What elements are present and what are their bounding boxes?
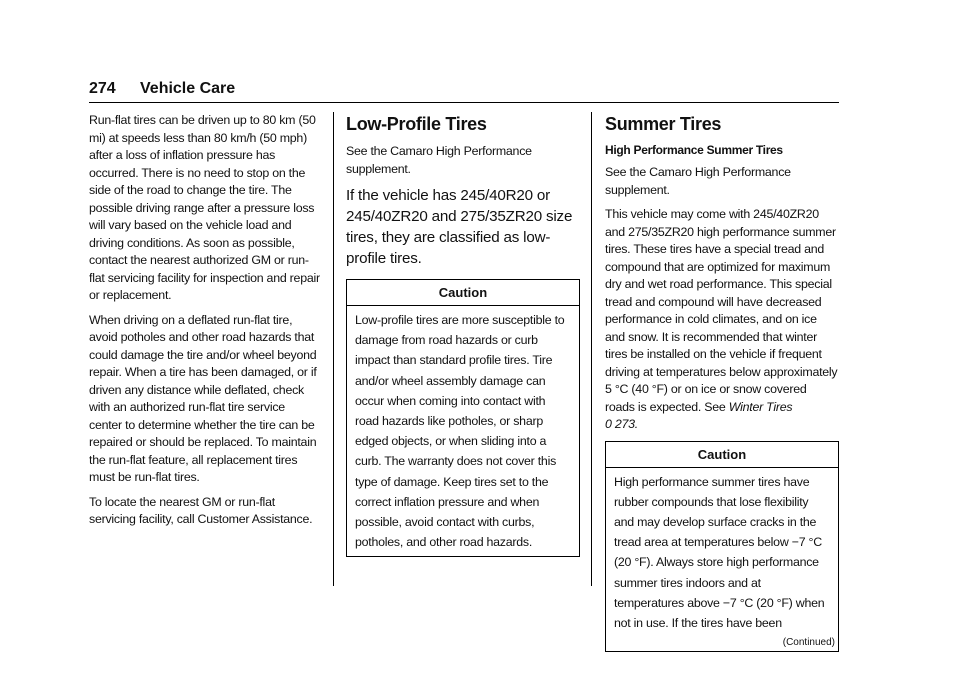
paragraph: To locate the nearest GM or run-flat servicing facility, call Customer Assistance. xyxy=(89,494,313,526)
body-text: This vehicle may come with 245/40ZR20 and 275/35ZR20 high performance summer tires. These tires have a special tread and compound that are optimized for maximum dry and wet road performance. This special tread and compound will have decreased performance in cold climates, and on ice and snow. It is recommended that winter tires be installed on the vehicle if frequent driving at temperatures below approximately 5 °C (40 °F) or on ice or snow covered roads is expected. See xyxy=(605,207,838,414)
caution-title: Caution xyxy=(606,442,838,468)
subheading: High Performance Summer Tires xyxy=(605,143,783,157)
paragraph xyxy=(605,206,839,434)
column-divider xyxy=(591,112,592,586)
section-title: Vehicle Care xyxy=(140,80,236,97)
caution-title: Caution xyxy=(347,280,579,306)
page-header xyxy=(89,80,839,104)
column-summer-tires xyxy=(605,112,839,652)
caution-text: High performance summer tires have rubber compounds that lose flexibility and may develop surface cracks in the tread area at temperatures below −7 °C (20 °F). Always store high performance summer tires indoors and at temperatures above −7 °C (20 °F) when not in use. If the tires have been xyxy=(614,474,825,630)
paragraph: See the Camaro High Performance supplement. xyxy=(605,165,791,197)
column-run-flat xyxy=(89,112,321,536)
section-heading: Summer Tires xyxy=(605,114,722,134)
reference-title[interactable]: Winter Tires xyxy=(728,399,793,414)
subheading: If the vehicle has 245/40R20 or 245/40ZR20 and 275/35ZR20 size tires, they are classified as low-profile tires. xyxy=(346,187,573,267)
caution-box xyxy=(346,279,580,557)
paragraph: See the Camaro High Performance supplement. xyxy=(346,144,532,176)
header-rule xyxy=(89,102,839,103)
continued-label: (Continued) xyxy=(782,637,835,649)
reference-page[interactable]: 0 273. xyxy=(605,417,638,431)
paragraph: Run-flat tires can be driven up to 80 km (50 mi) at speeds less than 80 km/h (50 mph) after a loss of inflation pressure has occurred. There is no need to stop on the side of the road to change the tire. The possible driving range after a pressure loss will vary based on the vehicle load and driving conditions. As soon as possible, contact the nearest authorized GM or run-flat servicing facility for inspection and repair or replacement. xyxy=(89,113,320,302)
paragraph: When driving on a deflated run-flat tire, avoid potholes and other road hazards that could damage the tire and/or wheel beyond repair. When a tire has been damaged, or if driven any distance while deflated, check with an authorized run-flat tire service center to determine whether the tire can be repaired or should be replaced. To maintain the run-flat feature, all replacement tires must be run-flat tires. xyxy=(89,312,317,484)
caution-box xyxy=(605,441,839,653)
column-low-profile xyxy=(346,112,580,557)
column-divider xyxy=(333,112,334,586)
caution-text: Low-profile tires are more susceptible to damage from road hazards or curb impact than standard profile tires. Tire and/or wheel assembly damage can occur when coming into contact with road hazards like potholes, or sharp edged objects, or when sliding into a curb. The warranty does not cover this type of damage. Keep tires set to the correct inflation pressure and when possible, avoid contact with curbs, potholes, and other road hazards. xyxy=(355,313,565,550)
section-heading: Low-Profile Tires xyxy=(346,114,487,134)
page-number: 274 xyxy=(89,80,116,97)
